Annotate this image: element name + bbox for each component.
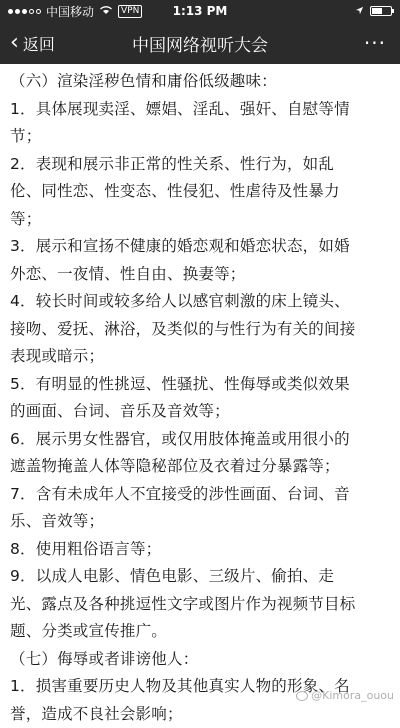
status-time: 1:13 PM [0,4,400,18]
signal-strength-icon [8,9,41,14]
location-arrow-icon [355,4,364,18]
text-line: 4．较长时间或较多给人以感官刺激的床上镜头、 [10,288,388,316]
text-line: 伦、同性恋、性变态、性侵犯、性虐待及性暴力 [10,178,388,206]
text-line: 5．有明显的性挑逗、性骚扰、性侮辱或类似效果 [10,371,388,399]
text-line: 节； [10,123,388,151]
status-bar [0,0,400,22]
text-line: 接吻、爱抚、淋浴，及类似的与性行为有关的间接 [10,316,388,344]
text-line: 外恋、一夜情、性自由、换妻等； [10,261,388,289]
vpn-badge: VPN [118,5,142,18]
text-line: 1．具体展现卖淫、嫖娼、淫乱、强奸、自慰等情 [10,96,388,124]
status-right [355,4,392,18]
chevron-left-icon: ‹ [10,32,19,54]
watermark-text: @Kimora_ouou [311,689,394,702]
battery-icon [370,6,392,16]
carrier-label: 中国移动 [46,3,94,20]
text-line: 7．含有未成年人不宜接受的涉性画面、台词、音 [10,481,388,509]
text-line: 遮盖物掩盖人体等隐秘部位及衣着过分暴露等； [10,453,388,481]
back-label: 返回 [23,32,55,55]
battery-level [372,8,382,14]
nav-bar [0,22,400,64]
weibo-icon [296,691,308,701]
text-line: 3．展示和宣扬不健康的婚恋观和婚恋状态，如婚 [10,233,388,261]
text-line: 表现或暗示； [10,343,388,371]
more-options-icon[interactable]: ··· [364,31,400,55]
page-title: 中国网络视听大会 [0,31,400,56]
text-line: 2．表现和展示非正常的性关系、性行为，如乱 [10,151,388,179]
text-line: 6．展示男女性器官，或仅用肢体掩盖或用很小的 [10,426,388,454]
text-line: （六）渲染淫秽色情和庸俗低级趣味： [10,68,388,96]
text-line: 乐、音效等； [10,508,388,536]
text-line: 1．损害重要历史人物及其他真实人物的形象、名 [10,673,388,701]
text-line: 9．以成人电影、情色电影、三级片、偷拍、走 [10,563,388,591]
wifi-icon [99,4,113,18]
back-button[interactable] [0,32,55,55]
text-line: 题、分类或宣传推广。 [10,618,388,646]
text-line: 等； [10,206,388,234]
text-line: （七）侮辱或者诽谤他人： [10,646,388,674]
text-line: 8．使用粗俗语言等； [10,536,388,564]
text-line: 的画面、台词、音乐及音效等； [10,398,388,426]
article-content [0,64,400,728]
watermark [296,689,394,702]
text-line: 光、露点及各种挑逗性文字或图片作为视频节目标 [10,591,388,619]
status-left [8,3,142,20]
text-line: 誉，造成不良社会影响； [10,701,388,728]
